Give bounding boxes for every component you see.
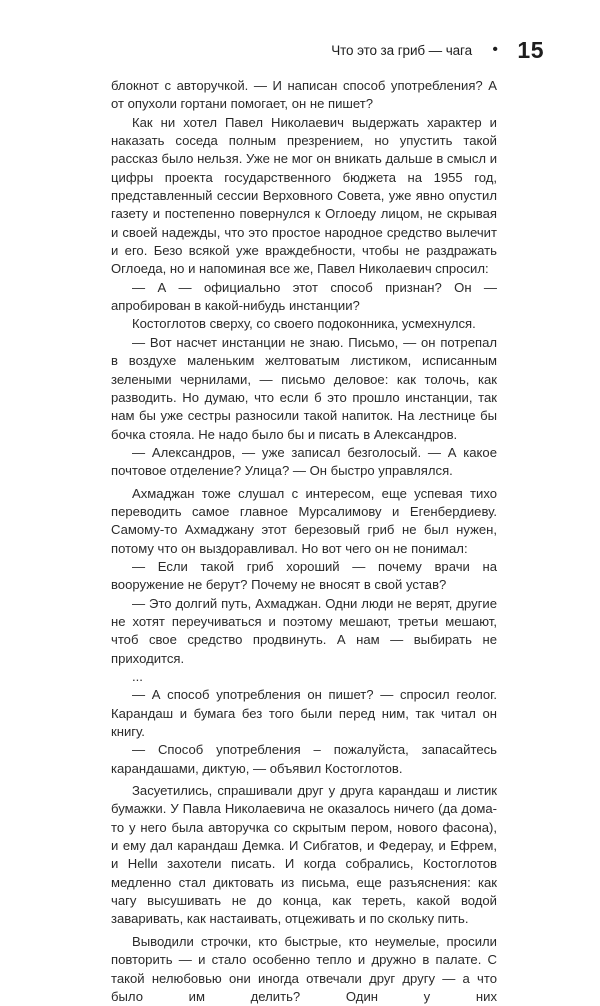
paragraph: блокнот с авторучкой. — И написан способ употребления? А от опухоли гортани помогает, он не пишет? <box>111 78 497 112</box>
running-header-title: Что это за гриб — чага <box>331 43 472 58</box>
paragraph: — А способ употребления он пишет? — спросил геолог. Карандаш и бумага без того были перед ним, так читал он книгу. <box>111 687 497 740</box>
paragraph: Как ни хотел Павел Николаевич выдержать характер и наказать соседа полным презрением, но упустить такой рассказ было нельзя. Уже не мог он вникать дальше в смысл и цифры проекта государственного бюджета на 1955 год, представленный сессии Верховного Совета, уже явно опустил газету и постепенно повернулся к Оглоеду лицом, не скрывая и своей надежды, что это простое народное средство вылечит и его. Безо всякой уже враждебности, чтобы не раздражать Оглоеда, но и напоминая все же, Павел Николаевич спросил: <box>111 114 498 277</box>
paragraph: Засуетились, спрашивали друг у друга карандаш и листик бумажки. У Павла Николаевича не оказалось ничего (да дома-то у него была авторучка со скрытым пером, нового фасона), и ему дал карандаш Демка. И Сибгатов, и Федерау, и Ефрем, и Нellи захотели писать. И когда собрались, Костоглотов медленно стал диктовать из письма, еще разъяснения: как чагу высушивать не до конца, как тереть, какой водой заваривать, как настаивать, отцеживать и по скольку пить. <box>111 783 497 927</box>
bullet-separator-icon: • <box>492 41 498 58</box>
page-number: 15 <box>517 37 544 63</box>
ellipsis-separator: ... <box>132 669 143 684</box>
paragraph: Костоглотов сверху, со своего подоконника, усмехнулся. <box>132 316 476 332</box>
paragraph: Выводили строчки, кто быстрые, кто неумелые, просили повторить — и стало особенно тепло и дружно в палате. С такой нелюбовью они иногда отвечали друг другу — а что было им делить? Один у них <box>111 933 497 1004</box>
body-text <box>111 77 497 1006</box>
running-header <box>0 39 600 65</box>
paragraph: — Александров, — уже записал безголосый. — А какое почтовое отделение? Улица? — Он быстро управлялся. <box>111 444 497 479</box>
paragraph: — Это долгий путь, Ахмаджан. Одни люди не верят, другие не хотят переучиваться и поэтому мешают, третьи мешают, чтоб свое средство продвинуть. А нам — выбирать не приходится. <box>111 595 497 666</box>
paragraph: Ахмаджан тоже слушал с интересом, еще успевая тихо переводить самое главное Мурсалимову и Егенбердиеву. Самому-то Ахмаджану этот березовый гриб не был нужен, потому что он выздоравливал. Но вот чего он не понимал: <box>111 485 497 556</box>
paragraph: — Если такой гриб хороший — почему врачи на вооружение не берут? Почему не вносят в свой устав? <box>111 558 497 593</box>
paragraph: — Вот насчет инстанции не знаю. Письмо, — он потрепал в воздухе маленьким желтоватым листиком, исписанным зелеными чернилами, — письмо деловое: как толочь, как разводить. Но думаю, что если б это прошло инстанции, так нам бы уже сестры разносили такой напиток. На лестнице бы бочка стояла. Не надо было бы и писать в Александров. <box>111 334 497 442</box>
paragraph: — А — официально этот способ признан? Он — апробирован в какой-нибудь инстанции? <box>111 279 497 314</box>
paragraph: — Способ употребления – пожалуйста, запасайтесь карандашами, диктую, — объявил Костоглотов. <box>111 742 497 776</box>
